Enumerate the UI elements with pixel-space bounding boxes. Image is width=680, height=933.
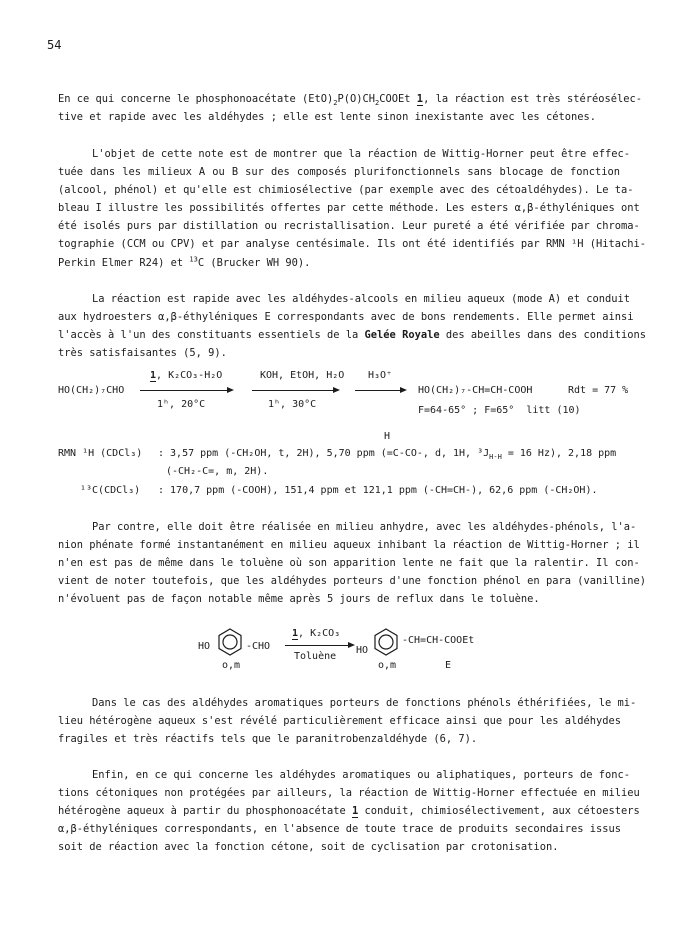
para2-line1: L'objet de cette note est de montrer que la réaction de Wittig-Horner peut être effec-	[92, 148, 630, 160]
para5-line2: lieu hétérogène aqueux s'est révélé particulièrement efficace ainsi que pour les aldéhydes	[58, 715, 622, 727]
para2-line3: (alcool, phénol) et qu'elle est chimiosélective (par exemple avec des cétoaldéhydes). Le ta-	[58, 184, 634, 196]
para3-line3: l'accès à l'un des constituants essentiels de la Gelée Royale des abeilles dans des conditions	[58, 329, 647, 341]
para6-line3: hétérogène aqueux à partir du phosphonoacétate 1 conduit, chimiosélectivement, aux cétoesters	[58, 805, 640, 817]
scheme1-product: HO(CH₂)₇-CH=CH-COOH	[418, 385, 533, 396]
para1-line2: tive et rapide avec les aldéhydes ; elle est lente sinon inexistante avec les cétones.	[58, 111, 596, 123]
scheme2-right-ho: HO	[356, 645, 369, 656]
scheme2-arrow-reagents: 1, K₂CO₃	[292, 628, 341, 639]
benzene-ring-right	[371, 627, 401, 657]
scheme2-left-ho: HO	[198, 641, 211, 652]
para6-line1: Enfin, en ce qui concerne les aldéhydes aromatiques ou aliphatiques, porteurs de fonc-	[92, 769, 630, 781]
para3-line1: La réaction est rapide avec les aldéhydes-alcools en milieu aqueux (mode A) et conduit	[92, 293, 630, 305]
para2-line2: tuée dans les milieux A ou B sur des composés plurifonctionnels sans blocage de fonction	[58, 166, 620, 178]
para6-line2: tions cétoniques non protégées par ailleurs, la réaction de Wittig-Horner effectuée en milieu	[58, 787, 640, 799]
scheme1-arrow1	[140, 390, 232, 391]
scheme2-right-group: -CH=CH-COOEt	[402, 635, 475, 646]
para3-line2: aux hydroesters α,β-éthyléniques E correspondants avec de bons rendements. Elle permet ainsi	[58, 311, 634, 323]
para4-line2: nion phénate formé instantanément en milieu aqueux inhibant la réaction de Wittig-Horner ; il	[58, 539, 640, 551]
scheme1-step1-conditions: 1ʰ, 20°C	[157, 399, 206, 410]
scheme2-left-positions: o,m	[222, 660, 241, 671]
para4-line1: Par contre, elle doit être réalisée en milieu anhydre, avec les aldéhydes-phénols, l'a-	[92, 521, 637, 533]
para2-line7: Perkin Elmer R24) et $^{13}$C (Brucker WH 90).	[58, 255, 311, 269]
para3-line4: très satisfaisantes (5, 9).	[58, 347, 227, 359]
nmr-h1-label: RMN ¹H (CDCl₃)	[58, 448, 143, 459]
nmr-h-marker: H	[384, 431, 391, 442]
para5-line3: fragiles et très réactifs tels que le paranitrobenzaldéhyde (6, 7).	[58, 733, 478, 745]
scheme2-right-positions: o,m	[378, 660, 397, 671]
scheme1-melting-point: F=64-65° ; F=65° litt (10)	[418, 405, 581, 416]
nmr-c13-label: ¹³C(CDCl₃)	[80, 485, 141, 496]
scheme2-left-cho: -CHO	[246, 641, 271, 652]
para4-line4: vient de noter toutefois, que les aldéhydes porteurs d'une fonction phénol en para (vanilline)	[58, 575, 647, 587]
nmr-c13-line: : 170,7 ppm (-COOH), 151,4 ppm et 121,1 ppm (-CH=CH-), 62,6 ppm (-CH₂OH).	[158, 485, 598, 496]
benzene-ring-left	[215, 627, 245, 657]
scheme1-step2-conditions: 1ʰ, 30°C	[268, 399, 317, 410]
scheme1-step2-reagents: KOH, EtOH, H₂O	[260, 370, 345, 381]
para5-line1: Dans le cas des aldéhydes aromatiques porteurs de fonctions phénols éthérifiées, le mi-	[92, 697, 637, 709]
para6-line4: α,β-éthyléniques correspondants, en l'absence de toute trace de produits secondaires issus	[58, 823, 622, 835]
scheme2-product-label: E	[445, 660, 452, 671]
para4-line5: n'évoluent pas de façon notable même après 5 jours de reflux dans le toluène.	[58, 593, 540, 605]
nmr-h1-line1: : 3,57 ppm (-CH₂OH, t, 2H), 5,70 ppm (=C-CO-, d, 1H, $^3J_{H-H} = 16$ Hz), 2,18 ppm	[158, 448, 617, 461]
page-number: 54	[47, 38, 62, 52]
para6-line5: soit de réaction avec la fonction cétone, soit de cyclisation par crotonisation.	[58, 841, 559, 853]
para2-line5: été isolés purs par distillation ou recristallisation. Leur pureté a été vérifiée par chroma-	[58, 220, 640, 232]
scheme1-reactant: HO(CH₂)₇CHO	[58, 385, 125, 396]
scheme1-arrow3	[355, 390, 405, 391]
scheme2-arrow	[285, 645, 353, 646]
scheme1-arrow2	[252, 390, 338, 391]
scheme1-yield: Rdt = 77 %	[568, 385, 629, 396]
scheme2-arrow-solvent: Toluène	[294, 651, 337, 662]
para2-line4: bleau I illustre les possibilités offertes par cette méthode. Les esters α,β-éthyléniques ont	[58, 202, 640, 214]
para2-line6: tographie (CCM ou CPV) et par analyse centésimale. Ils ont été identifiés par RMN ¹H (Hitachi-	[58, 238, 647, 250]
para1-line1: En ce qui concerne le phosphonoacétate $(EtO)_2P(O)CH_2COOEt$ 1, la réaction est très stéréosélec-	[58, 93, 643, 108]
scheme1-step3-reagent: H₃O⁺	[368, 370, 393, 381]
scheme1-step1-reagents: 1, K₂CO₃-H₂O	[150, 370, 223, 381]
nmr-h1-line2: (-CH₂-C=, m, 2H).	[166, 466, 269, 477]
para4-line3: n'en est pas de même dans le toluène où son apparition lente ne fait que la ralentir. Il con-	[58, 557, 640, 569]
